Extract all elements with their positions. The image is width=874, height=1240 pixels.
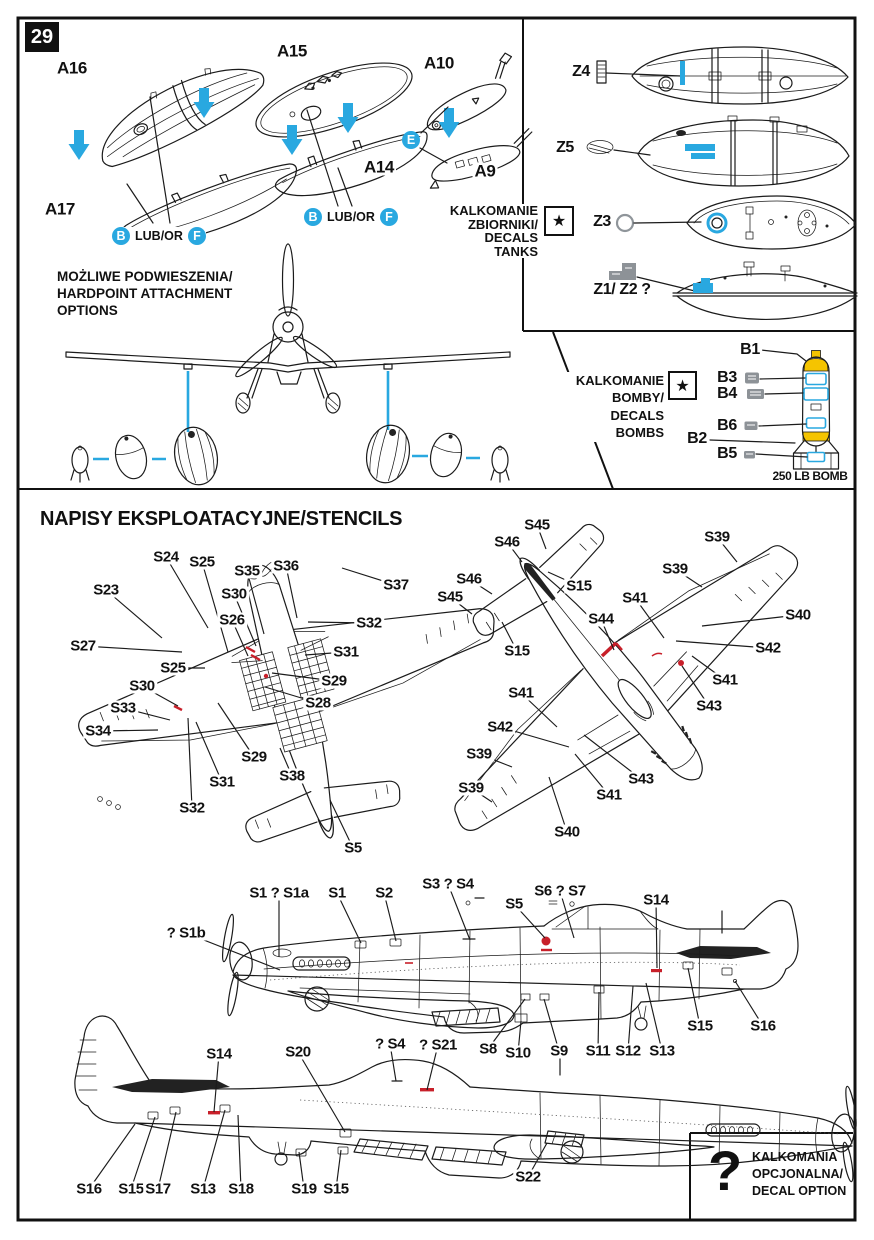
legend-line: OPCJONALNA/ [752, 1167, 843, 1181]
tank-label-z4: Z4 [572, 63, 590, 80]
stencil-label-s6-s7: S6 ? S7 [534, 882, 586, 900]
option-e-icon: E [402, 131, 420, 149]
legend-line: DECAL OPTION [752, 1184, 847, 1198]
bomb-label-b6: B6 [717, 417, 737, 434]
leader-line [131, 1117, 155, 1189]
stencil-label-s1-s1a: S1 ? S1a [249, 884, 309, 902]
stencil-label-s41: S41 [622, 589, 648, 607]
stencil-label-s31: S31 [333, 643, 359, 661]
leader-line [202, 562, 228, 652]
stencil-label-s38: S38 [279, 767, 305, 785]
title-line: KALKOMANIE [575, 373, 664, 388]
stencil-label-s35: S35 [234, 562, 260, 580]
option-f-icon: F [380, 208, 398, 226]
stencil-label-s14: S14 [643, 891, 669, 909]
title-line: KALKOMANIE [449, 203, 538, 218]
or-text: LUB/OR [135, 229, 183, 243]
stencil-label-s39: S39 [458, 779, 484, 797]
stencil-label-s18: S18 [228, 1180, 254, 1198]
note-line: HARDPOINT ATTACHMENT [57, 286, 233, 301]
note-line: OPTIONS [57, 303, 118, 318]
stencil-label-s3-s4: S3 ? S4 [422, 875, 474, 893]
stencil-label-s11: S11 [585, 1042, 611, 1060]
stencil-label-s45: S45 [437, 588, 463, 606]
bomb-label-b4: B4 [717, 385, 737, 402]
leader-line [247, 571, 264, 634]
leader-line [203, 1110, 225, 1189]
stencil-label-s43: S43 [628, 770, 654, 788]
stencil-label-s16: S16 [76, 1180, 102, 1198]
stencil-label-s19: S19 [291, 1180, 317, 1198]
stencil-label-s41: S41 [712, 671, 738, 689]
note-line: MOŻLIWE PODWIESZENIA/ [57, 269, 233, 284]
stencil-label-s33: S33 [110, 699, 136, 717]
part-label-a17: A17 [45, 199, 75, 219]
question-mark-icon: ? [708, 1139, 743, 1202]
tank-label-z5: Z5 [556, 139, 574, 156]
stencil-label-s37: S37 [383, 576, 409, 594]
hardpoint-options-note [57, 268, 233, 319]
leader-line [646, 983, 662, 1051]
stencils-section-title: NAPISY EKSPLOATACYJNE/STENCILS [40, 508, 403, 530]
title-line: BOMBY/ [612, 390, 664, 406]
stencil-label-s45: S45 [524, 516, 550, 534]
tanks-decals-title [420, 204, 538, 258]
stencil-label-s13: S13 [190, 1180, 216, 1198]
stencil-label-s25: S25 [160, 659, 186, 677]
optional-decal-legend [752, 1149, 846, 1200]
legend-line: KALKOMANIA [752, 1150, 838, 1164]
stencil-label-s25: S25 [189, 553, 215, 571]
stencil-label-s30: S30 [221, 585, 247, 603]
stencil-label-s2: S2 [375, 884, 393, 902]
bomb-label-b1: B1 [740, 341, 760, 358]
leader-line [214, 1054, 219, 1112]
stencil-label-s4: ? S4 [374, 1035, 406, 1053]
leader-line [83, 646, 182, 652]
stencil-label-s29: S29 [241, 748, 267, 766]
title-line: TANKS [494, 243, 538, 259]
or-text: LUB/OR [327, 210, 375, 224]
option-b-icon: B [304, 208, 322, 226]
step-number-badge: 29 [25, 22, 59, 52]
tank-label-z1-z2: Z1/ Z2 ? [593, 281, 651, 298]
stencil-label-s28: S28 [305, 694, 331, 712]
stencil-label-s39: S39 [704, 528, 730, 546]
stencil-label-s39: S39 [466, 745, 492, 763]
stencil-label-s46: S46 [494, 533, 520, 551]
stencil-label-s12: S12 [615, 1042, 641, 1060]
stencil-label-s5: S5 [344, 839, 362, 857]
bombs-decals-title [556, 372, 664, 442]
stencil-label-s32: S32 [356, 614, 382, 632]
stencil-label-s17: S17 [145, 1180, 171, 1198]
stencil-label-s21: ? S21 [418, 1036, 458, 1054]
bomb-label-b2: B2 [687, 430, 707, 447]
glue-or-option-group-1 [112, 227, 206, 245]
stencil-label-s43: S43 [696, 697, 722, 715]
stencil-label-s31: S31 [209, 773, 235, 791]
stencil-label-s22: S22 [515, 1168, 541, 1186]
leader-line [89, 1124, 135, 1189]
stencil-label-s1b: ? S1b [166, 924, 206, 942]
stencil-label-s34: S34 [85, 722, 111, 740]
stencil-label-s42: S42 [487, 718, 513, 736]
title-line: ZBIORNIKI/ [467, 216, 538, 232]
leader-line [188, 718, 192, 808]
stencil-label-s30: S30 [129, 677, 155, 695]
stencil-label-s41: S41 [596, 786, 622, 804]
stencil-label-s27: S27 [70, 637, 96, 655]
title-line: DECALS [610, 407, 664, 423]
option-f-icon: F [188, 227, 206, 245]
bomb-caption: 250 LB BOMB [772, 469, 848, 483]
stencil-label-s16: S16 [750, 1017, 776, 1035]
part-label-a14: A14 [364, 157, 394, 177]
stencil-label-s5: S5 [505, 895, 523, 913]
stencil-label-s42: S42 [755, 639, 781, 657]
stencil-label-s1: S1 [328, 884, 346, 902]
stencil-label-s9: S9 [550, 1042, 568, 1060]
stencil-label-s32: S32 [179, 799, 205, 817]
stencil-label-s15: S15 [118, 1180, 144, 1198]
leader-line [628, 986, 633, 1051]
part-label-a9: A9 [474, 161, 496, 181]
glue-or-option-group-2 [304, 208, 398, 226]
stencil-label-s14: S14 [206, 1045, 232, 1063]
stencil-label-s10: S10 [505, 1044, 531, 1062]
stencil-label-s24: S24 [153, 548, 179, 566]
stencil-label-s44: S44 [588, 610, 614, 628]
leader-line [656, 900, 657, 968]
stencil-label-s13: S13 [649, 1042, 675, 1060]
stencil-label-s41: S41 [508, 684, 534, 702]
decal-star-icon: ★ [544, 206, 574, 236]
stencil-label-s15: S15 [504, 642, 530, 660]
tank-label-z3: Z3 [593, 213, 611, 230]
stencil-label-s40: S40 [554, 823, 580, 841]
stencil-label-s20: S20 [285, 1043, 311, 1061]
stencil-label-s39: S39 [662, 560, 688, 578]
leader-line [238, 1115, 241, 1189]
stencil-label-s40: S40 [785, 606, 811, 624]
stencil-label-s15: S15 [323, 1180, 349, 1198]
part-label-a16: A16 [57, 58, 87, 78]
decal-star-icon: ★ [668, 371, 697, 400]
bomb-label-b5: B5 [717, 445, 737, 462]
stencil-label-s29: S29 [321, 672, 347, 690]
stencil-label-s23: S23 [93, 581, 119, 599]
title-line: DECALS [484, 230, 538, 245]
bomb-label-b3: B3 [717, 369, 737, 386]
stencil-label-s36: S36 [273, 557, 299, 575]
stencil-label-s8: S8 [479, 1040, 497, 1058]
leader-line [298, 1052, 345, 1132]
title-line: BOMBS [615, 425, 664, 441]
stencil-label-s26: S26 [219, 611, 245, 629]
stencil-label-s46: S46 [456, 570, 482, 588]
leader-line [158, 1112, 176, 1189]
part-label-a10: A10 [424, 53, 454, 73]
part-label-a15: A15 [277, 41, 307, 61]
stencil-label-s15: S15 [566, 577, 592, 595]
option-b-icon: B [112, 227, 130, 245]
stencil-label-s15: S15 [687, 1017, 713, 1035]
